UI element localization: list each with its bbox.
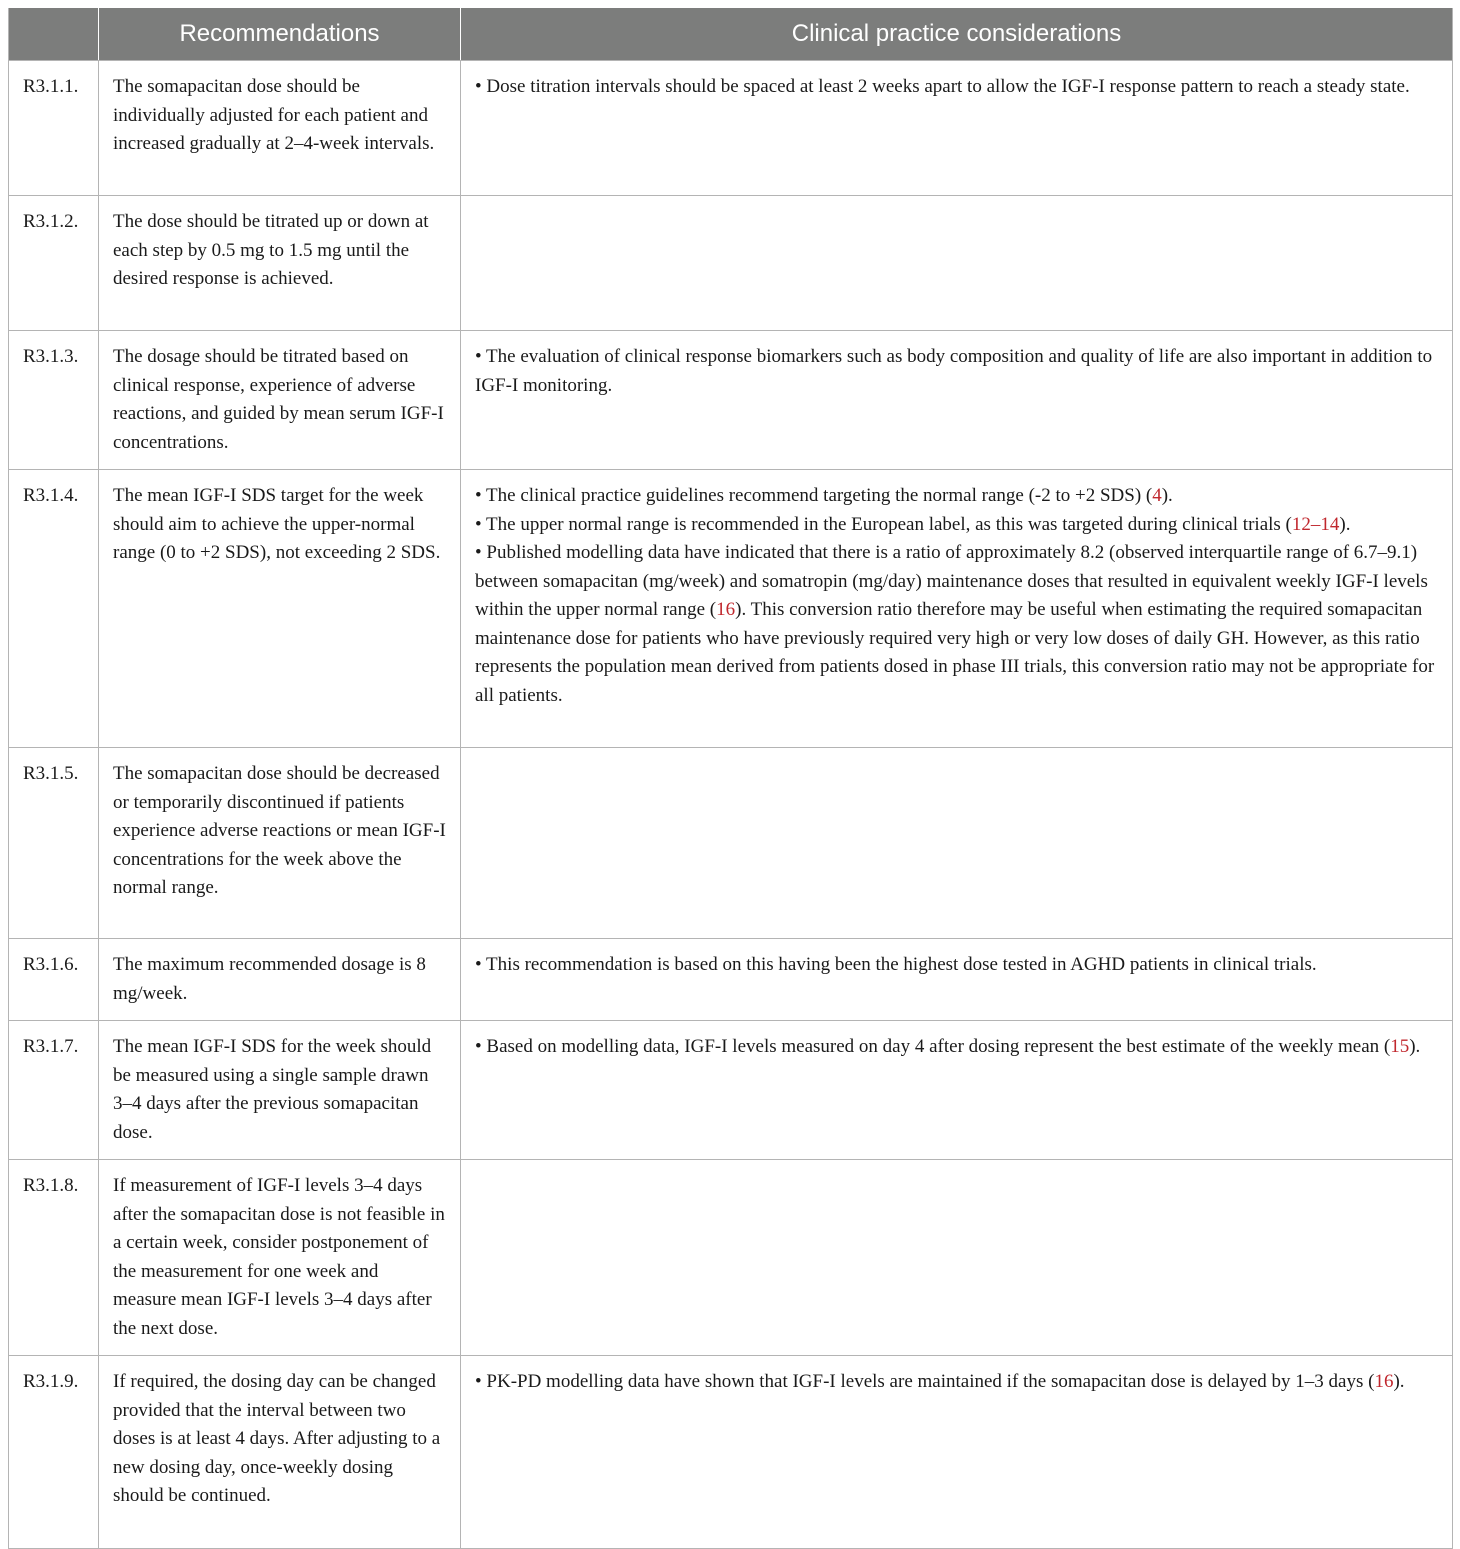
considerations-cell	[461, 196, 1453, 331]
reference-link[interactable]: 16	[1374, 1371, 1394, 1392]
consideration-text: • Based on modelling data, IGF-I levels measured on day 4 after dosing represent the best estimate of the weekly mean (	[475, 1036, 1391, 1057]
considerations-cell	[461, 1356, 1453, 1549]
header-id	[9, 8, 99, 61]
considerations-cell	[461, 1160, 1453, 1356]
consideration-bullet	[475, 1033, 1438, 1062]
table-row	[9, 748, 1453, 939]
table-row	[9, 196, 1453, 331]
considerations-cell	[461, 331, 1453, 470]
recommendation-cell: The dose should be titrated up or down at each step by 0.5 mg to 1.5 mg until the desired response is achieved.	[99, 196, 461, 331]
consideration-text: • PK-PD modelling data have shown that IGF-I levels are maintained if the somapacitan dose is delayed by 1–3 days (	[475, 1371, 1375, 1392]
consideration-bullet	[475, 482, 1438, 511]
recommendation-cell: If measurement of IGF-I levels 3–4 days after the somapacitan dose is not feasible in a certain week, consider postponement of the measurement for one week and measure mean IGF-I levels 3–4 days after the next dose.	[99, 1160, 461, 1356]
table-row	[9, 61, 1453, 196]
recommendation-cell: The mean IGF-I SDS target for the week should aim to achieve the upper-normal range (0 to +2 SDS), not exceeding 2 SDS.	[99, 470, 461, 748]
reference-link[interactable]: 16	[716, 599, 736, 620]
consideration-text: • The evaluation of clinical response biomarkers such as body composition and quality of life are also important in addition to IGF-I monitoring.	[475, 346, 1433, 396]
consideration-text: ).	[1161, 485, 1173, 506]
consideration-text: ). This conversion ratio therefore may be useful when estimating the required somapacitan maintenance dose for patients who have previously required very high or very low doses of daily GH. However, as this ratio represents the population mean derived from patients dosed in phase III trials, this conversion ratio may not be appropriate for all patients.	[475, 599, 1435, 706]
header-considerations: Clinical practice considerations	[461, 8, 1453, 61]
recommendation-cell: The somapacitan dose should be decreased or temporarily discontinued if patients experience adverse reactions or mean IGF-I concentrations for the week above the normal range.	[99, 748, 461, 939]
row-id: R3.1.5.	[9, 748, 99, 939]
row-id: R3.1.9.	[9, 1356, 99, 1549]
table-row	[9, 470, 1453, 748]
consideration-text: • The clinical practice guidelines recommend targeting the normal range (-2 to +2 SDS) (	[475, 485, 1153, 506]
consideration-bullet	[475, 951, 1438, 980]
consideration-text: ).	[1409, 1036, 1421, 1057]
recommendations-table	[8, 8, 1453, 1549]
consideration-text: • Dose titration intervals should be spaced at least 2 weeks apart to allow the IGF-I response pattern to reach a steady state.	[475, 76, 1410, 97]
table-row	[9, 1021, 1453, 1160]
row-id: R3.1.2.	[9, 196, 99, 331]
consideration-text: • This recommendation is based on this having been the highest dose tested in AGHD patients in clinical trials.	[475, 954, 1317, 975]
recommendation-cell: The dosage should be titrated based on clinical response, experience of adverse reactions, and guided by mean serum IGF-I concentrations.	[99, 331, 461, 470]
consideration-bullet	[475, 511, 1438, 540]
considerations-cell	[461, 748, 1453, 939]
row-id: R3.1.1.	[9, 61, 99, 196]
consideration-text: • The upper normal range is recommended in the European label, as this was targeted during clinical trials (	[475, 513, 1292, 535]
reference-link[interactable]: 12–14	[1291, 513, 1340, 535]
consideration-bullet	[475, 343, 1438, 400]
recommendation-cell: If required, the dosing day can be changed provided that the interval between two doses is at least 4 days. After adjusting to a new dosing day, once-weekly dosing should be continued.	[99, 1356, 461, 1549]
recommendation-cell: The somapacitan dose should be individually adjusted for each patient and increased gradually at 2–4-week intervals.	[99, 61, 461, 196]
table-row	[9, 331, 1453, 470]
table-row	[9, 1160, 1453, 1356]
reference-link[interactable]: 4	[1152, 485, 1162, 506]
table-row	[9, 1356, 1453, 1549]
table-body	[9, 61, 1453, 1549]
row-id: R3.1.7.	[9, 1021, 99, 1160]
consideration-bullet	[475, 73, 1438, 102]
considerations-cell	[461, 470, 1453, 748]
row-id: R3.1.8.	[9, 1160, 99, 1356]
recommendation-cell: The maximum recommended dosage is 8 mg/week.	[99, 939, 461, 1021]
consideration-text: • Published modelling data have indicated that there is a ratio of approximately 8.2 (observed interquartile range of 6.7–9.1) between somapacitan (mg/week) and somatropin (mg/day) maintenance doses that resulted in equivalent weekly IGF-I levels within the upper normal range (	[475, 542, 1428, 620]
consideration-bullet	[475, 1368, 1438, 1397]
row-id: R3.1.3.	[9, 331, 99, 470]
recommendation-cell: The mean IGF-I SDS for the week should be measured using a single sample drawn 3–4 days after the previous somapacitan dose.	[99, 1021, 461, 1160]
consideration-text: ).	[1393, 1371, 1405, 1392]
reference-link[interactable]: 15	[1390, 1036, 1410, 1057]
row-id: R3.1.6.	[9, 939, 99, 1021]
table-header-row	[9, 8, 1453, 61]
header-recommendations: Recommendations	[99, 8, 461, 61]
table-row	[9, 939, 1453, 1021]
row-id: R3.1.4.	[9, 470, 99, 748]
consideration-text: ).	[1339, 513, 1351, 535]
considerations-cell	[461, 939, 1453, 1021]
considerations-cell	[461, 61, 1453, 196]
consideration-bullet	[475, 539, 1438, 710]
considerations-cell	[461, 1021, 1453, 1160]
